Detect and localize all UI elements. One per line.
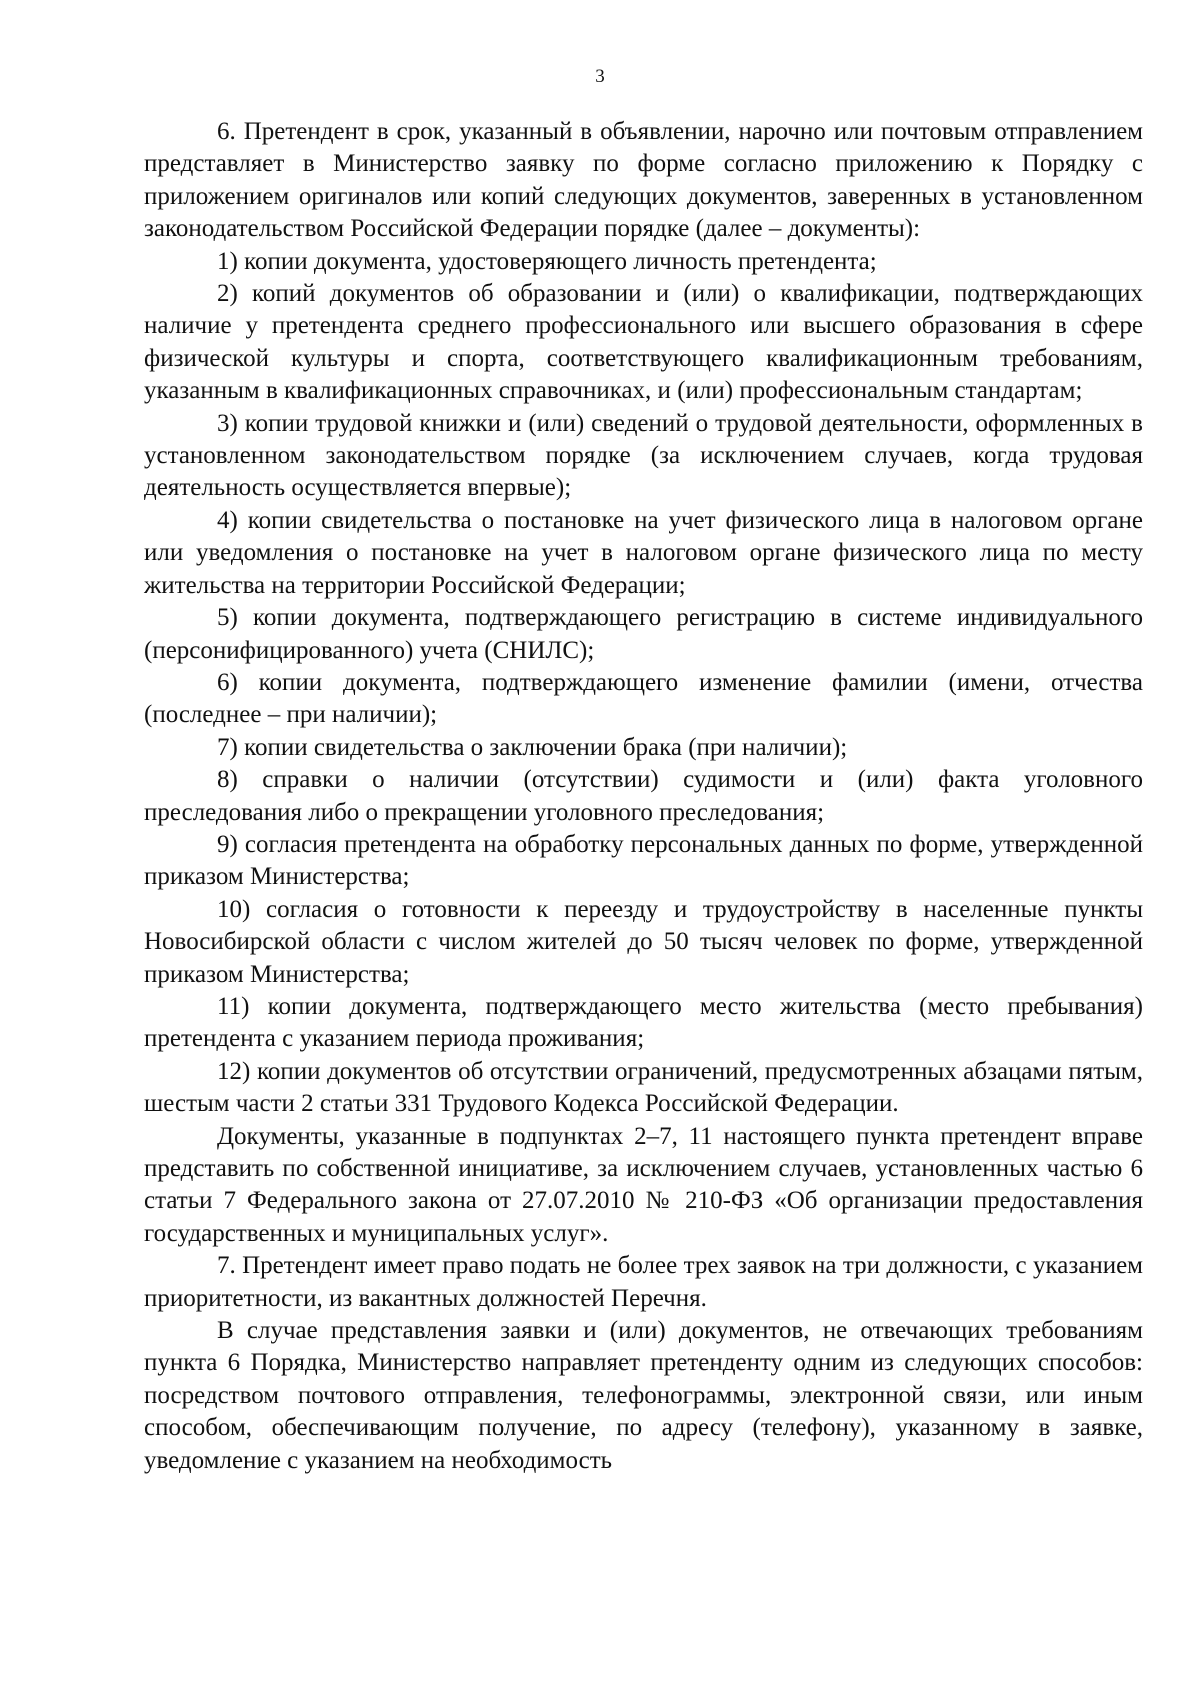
list-item-8: 8) справки о наличии (отсутствии) судимости и (или) факта уголовного преследования либо о прекращении уголовного преследования; bbox=[144, 766, 1143, 826]
paragraph-noncompliance: В случае представления заявки и (или) документов, не отвечающих требованиям пункта 6 Порядка, Министерство направляет претенденту одним из следующих способов: посредством почтового отправления, телефонограммы, электронной связи, или иным способом, обеспечивающим получение, по адресу (телефону), указанному в заявке, уведомление с указанием на необходимость bbox=[144, 1317, 1143, 1474]
document-body bbox=[144, 116, 1143, 1477]
list-item-3: 3) копии трудовой книжки и (или) сведений о трудовой деятельности, оформленных в установленном законодательством порядке (за исключением случаев, когда трудовая деятельность осуществляется впервые); bbox=[144, 409, 1143, 502]
list-item-2: 2) копий документов об образовании и (или) о квалификации, подтверждающих наличие у претендента среднего профессионального или высшего образования в сфере физической культуры и спорта, соответствующего квалификационным требованиям, указанным в квалификационных справочниках, и (или) профессиональным стандартам; bbox=[144, 280, 1143, 405]
list-item-6: 6) копии документа, подтверждающего изменение фамилии (имени, отчества (последнее – при наличии); bbox=[144, 668, 1143, 729]
page-number: 3 bbox=[595, 66, 605, 87]
list-item-4: 4) копии свидетельства о постановке на учет физического лица в налоговом органе или уведомления о постановке на учет в налоговом органе физического лица по месту жительства на территории Российской Федерации; bbox=[144, 506, 1143, 599]
list-item-7: 7) копии свидетельства о заключении брака (при наличии); bbox=[217, 733, 848, 761]
paragraph-documents-note: Документы, указанные в подпунктах 2–7, 11 настоящего пункта претендент вправе представить по собственной инициативе, за исключением случаев, установленных частью 6 статьи 7 Федерального закона от 27.07.2010 № 210-ФЗ «Об организации предоставления государственных и муниципальных услуг». bbox=[144, 1122, 1143, 1247]
list-item-9: 9) согласия претендента на обработку персональных данных по форме, утвержденной приказом Министерства; bbox=[144, 830, 1143, 891]
list-item-10: 10) согласия о готовности к переезду и трудоустройству в населенные пункты Новосибирской области с числом жителей до 50 тысяч человек по форме, утвержденной приказом Министерства; bbox=[144, 895, 1143, 988]
list-item-12: 12) копии документов об отсутствии ограничений, предусмотренных абзацами пятым, шестым части 2 статьи 331 Трудового Кодекса Российской Федерации. bbox=[144, 1057, 1143, 1118]
paragraph-item-6: 6. Претендент в срок, указанный в объявлении, нарочно или почтовым отправлением представляет в Министерство заявку по форме согласно приложению к Порядку с приложением оригиналов или копий следующих документов, заверенных в установленном законодательством Российской Федерации порядке (далее – документы): bbox=[144, 118, 1143, 243]
list-item-11: 11) копии документа, подтверждающего место жительства (место пребывания) претендента с указанием периода проживания; bbox=[144, 992, 1143, 1053]
paragraph-item-7: 7. Претендент имеет право подать не более трех заявок на три должности, с указанием приоритетности, из вакантных должностей Перечня. bbox=[144, 1252, 1143, 1312]
list-item-5: 5) копии документа, подтверждающего регистрацию в системе индивидуального (персонифицированного) учета (СНИЛС); bbox=[144, 604, 1143, 664]
list-item-1: 1) копии документа, удостоверяющего личность претендента; bbox=[217, 247, 877, 275]
